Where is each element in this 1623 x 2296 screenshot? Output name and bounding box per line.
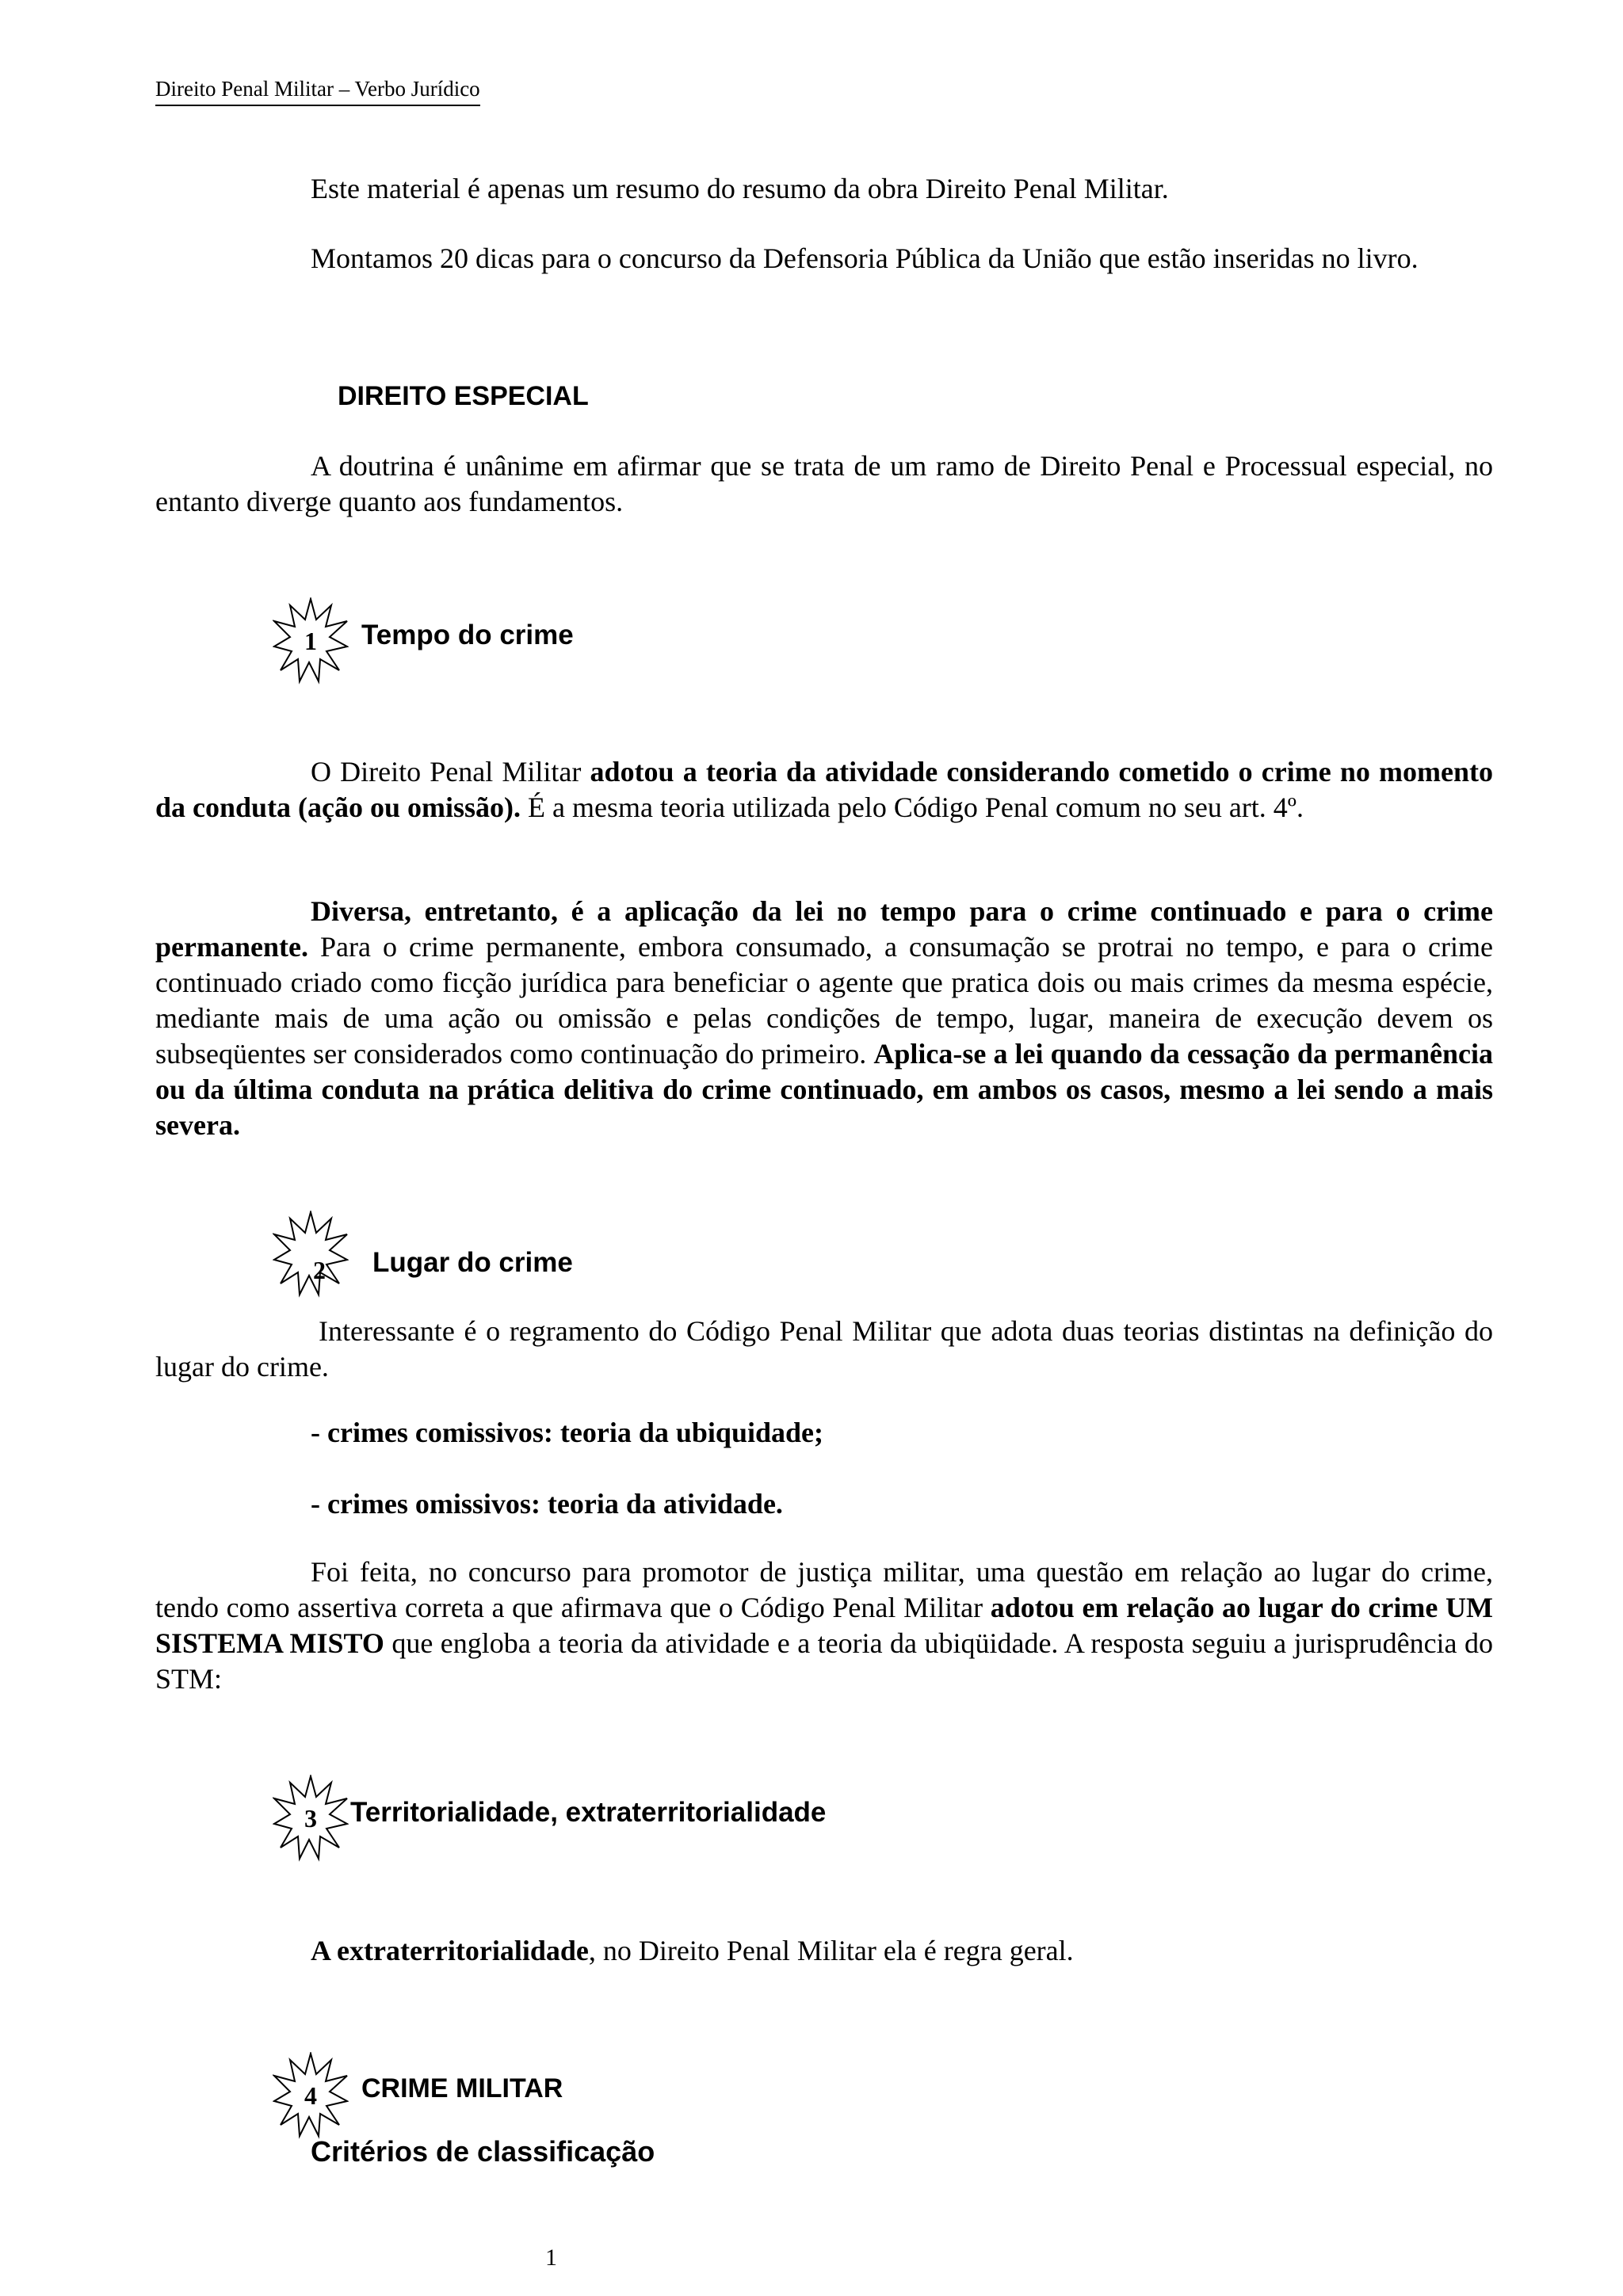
list-item-crimes-omissivos: - crimes omissivos: teoria da atividade. (311, 1488, 783, 1520)
section-4-burst-icon (273, 2052, 349, 2139)
s3-p-a: A extraterritorialidade (311, 1935, 589, 1966)
s1-p1-a: O Direito Penal Militar (311, 756, 590, 788)
section-2-title: Lugar do crime (372, 1247, 573, 1278)
section-1-number: 1 (304, 626, 317, 655)
section-3-title: Territorialidade, extraterritorialidade (350, 1797, 827, 1828)
section-2-paragraph-1: Interessante é o regramento do Código Penal Militar que adota duas teorias distintas na definição do lugar do crime. (155, 1315, 1493, 1383)
s1-p1-c: É a mesma teoria utilizada pelo Código Penal comum no seu art. 4º. (521, 791, 1304, 823)
s2-p2-a: Foi feita, no concurso para promotor de justiça militar, uma questão em relação ao lugar do crime, tendo como assertiva correta a que afirmava que o Código Penal Militar (155, 1556, 1493, 1623)
direito-especial-paragraph: A doutrina é unânime em afirmar que se trata de um ramo de Direito Penal e Processual especial, no entanto diverge quanto aos fundamentos. (155, 450, 1493, 517)
intro-line-1: Este material é apenas um resumo do resumo da obra Direito Penal Militar. (311, 173, 1169, 204)
section-1-burst-icon (273, 597, 349, 685)
section-4-subtitle: Critérios de classificação (311, 2135, 655, 2168)
s2-p2-b: adotou em relação ao lugar do crime UM SISTEMA MISTO (155, 1592, 1494, 1659)
direito-especial-heading: DIREITO ESPECIAL (338, 381, 589, 411)
section-4-title: CRIME MILITAR (361, 2073, 563, 2103)
intro-line-2: Montamos 20 dicas para o concurso da Defensoria Pública da União que estão inseridas no livro. (311, 242, 1419, 274)
s3-p-b: , no Direito Penal Militar ela é regra geral. (588, 1935, 1074, 1966)
section-3-paragraph (311, 1933, 1074, 1969)
s1-p2-a: Diversa, entretanto, é a aplicação da lei no tempo para o crime continuado e para o crime permanente. (155, 895, 1493, 963)
section-1-paragraph-2 (155, 894, 1493, 1143)
page-number: 1 (545, 2245, 557, 2271)
s1-p1-b: adotou a teoria da atividade considerando cometido o crime no momento da conduta (ação ou omissão). (155, 756, 1493, 823)
section-4-number: 4 (304, 2081, 317, 2110)
s1-p2-b: Para o crime permanente, embora consumado, a consumação se protrai no tempo, e para o crime continuado criado como ficção jurídica para beneficiar o agente que pratica dois ou mais crimes da mesma espécie, mediante mais de uma ação ou omissão e pelas condições de tempo, lugar, maneira de execução devem os subseqüentes ser considerados como continuação do primeiro. (155, 931, 1493, 1070)
running-header: Direito Penal Militar – Verbo Jurídico (155, 74, 480, 106)
section-1-title: Tempo do crime (361, 620, 574, 650)
s2-p2-c: que engloba a teoria da atividade e a teoria da ubiqüidade. A resposta seguiu a jurisprudência do STM: (155, 1627, 1493, 1695)
section-2-burst-icon (273, 1211, 349, 1298)
section-2-number: 2 (313, 1255, 326, 1284)
s1-p2-c: Aplica-se a lei quando da cessação da permanência ou da última conduta na prática delitiva do crime continuado, em ambos os casos, mesmo a lei sendo a mais severa. (155, 1038, 1494, 1141)
section-1-paragraph-1 (155, 754, 1493, 826)
section-3-burst-icon (273, 1775, 349, 1862)
section-3-number: 3 (304, 1803, 317, 1833)
list-item-crimes-comissivos: - crimes comissivos: teoria da ubiquidade; (311, 1417, 823, 1448)
section-2-paragraph-2 (155, 1554, 1493, 1697)
